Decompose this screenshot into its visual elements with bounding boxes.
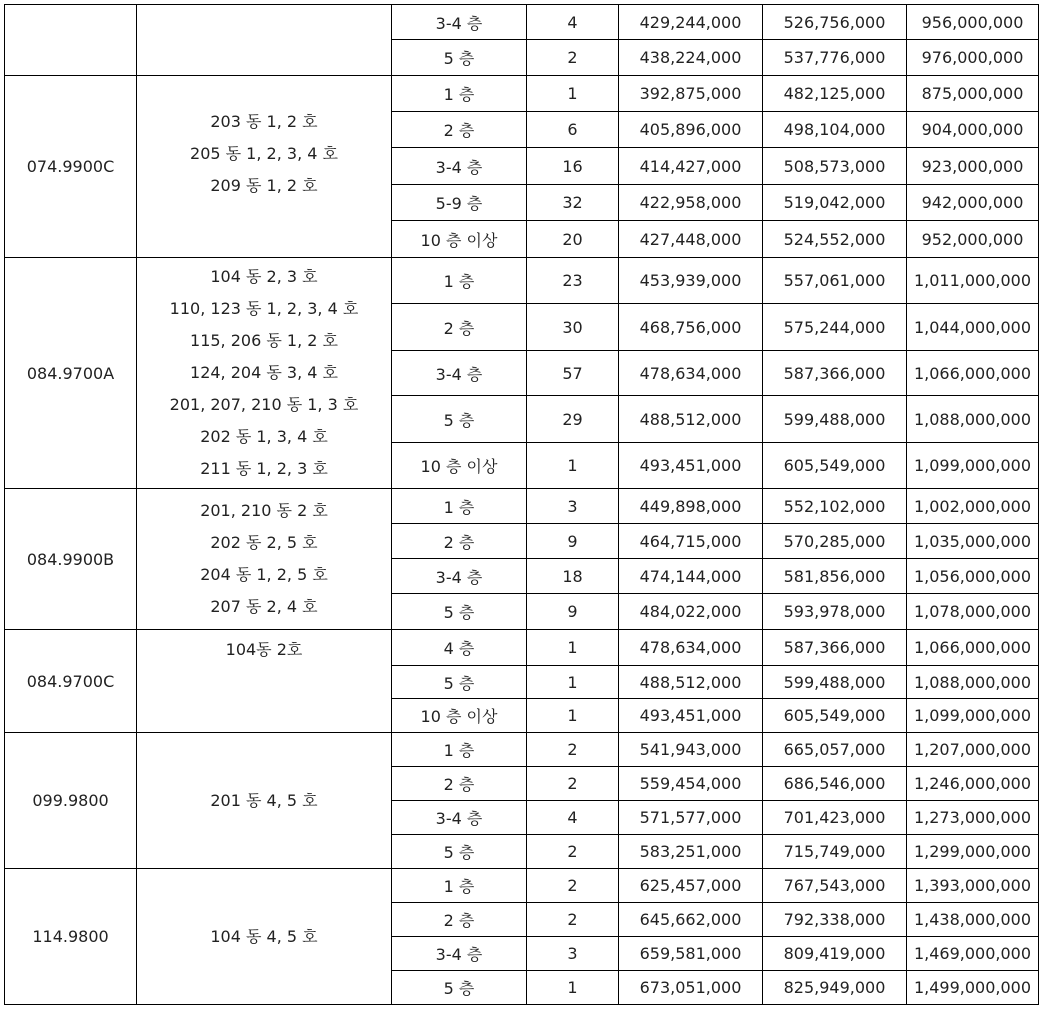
floor-cell: 2 층 [392,903,527,937]
building-price-cell: 767,543,000 [763,869,907,903]
floor-cell: 5-9 층 [392,185,527,221]
land-price-cell: 392,875,000 [619,76,763,112]
unit-line: 205 동 1, 2, 3, 4 호 [190,144,338,163]
land-price-cell: 625,457,000 [619,869,763,903]
floor-cell: 3-4 층 [392,801,527,835]
building-price-cell: 526,756,000 [763,5,907,40]
total-price-cell: 952,000,000 [907,221,1039,258]
unit-list-cell [137,258,392,489]
total-price-cell: 1,088,000,000 [907,396,1039,443]
floor-cell: 2 층 [392,524,527,559]
unit-line: 124, 204 동 3, 4 호 [190,363,338,382]
total-price-cell: 1,099,000,000 [907,699,1039,733]
unit-line: 104동 2호 [225,640,303,659]
unit-count-cell: 6 [527,112,619,148]
building-price-cell: 792,338,000 [763,903,907,937]
total-price-cell: 1,393,000,000 [907,869,1039,903]
unit-count-cell: 1 [527,76,619,112]
unit-count-cell: 2 [527,40,619,76]
total-price-cell: 875,000,000 [907,76,1039,112]
building-price-cell: 552,102,000 [763,489,907,524]
unit-count-cell: 1 [527,443,619,489]
floor-cell: 5 층 [392,666,527,699]
total-price-cell: 1,207,000,000 [907,733,1039,767]
total-price-cell: 1,469,000,000 [907,937,1039,971]
building-price-cell: 557,061,000 [763,258,907,304]
total-price-cell: 1,078,000,000 [907,594,1039,630]
land-price-cell: 493,451,000 [619,699,763,733]
unit-count-cell: 2 [527,903,619,937]
land-price-cell: 484,022,000 [619,594,763,630]
floor-cell: 10 층 이상 [392,699,527,733]
land-price-cell: 422,958,000 [619,185,763,221]
land-price-cell: 493,451,000 [619,443,763,489]
table-row [5,258,1039,304]
building-price-cell: 587,366,000 [763,630,907,666]
area-type-cell [5,5,137,76]
land-price-cell: 541,943,000 [619,733,763,767]
total-price-cell: 923,000,000 [907,148,1039,185]
land-price-cell: 429,244,000 [619,5,763,40]
floor-cell: 1 층 [392,733,527,767]
unit-list-cell [137,76,392,258]
floor-cell: 5 층 [392,40,527,76]
floor-cell: 2 층 [392,112,527,148]
unit-count-cell: 1 [527,699,619,733]
land-price-cell: 478,634,000 [619,630,763,666]
building-price-cell: 599,488,000 [763,666,907,699]
total-price-cell: 1,246,000,000 [907,767,1039,801]
land-price-cell: 438,224,000 [619,40,763,76]
total-price-cell: 1,273,000,000 [907,801,1039,835]
unit-count-cell: 2 [527,869,619,903]
unit-count-cell: 20 [527,221,619,258]
table-row [5,5,1039,40]
unit-line: 201, 210 동 2 호 [200,501,328,520]
land-price-cell: 571,577,000 [619,801,763,835]
area-type-cell: 084.9900B [5,489,137,630]
unit-count-cell: 1 [527,666,619,699]
total-price-cell: 1,066,000,000 [907,630,1039,666]
unit-list-cell [137,489,392,630]
unit-count-cell: 23 [527,258,619,304]
floor-cell: 3-4 층 [392,148,527,185]
area-type-cell: 084.9700C [5,630,137,733]
total-price-cell: 1,438,000,000 [907,903,1039,937]
total-price-cell: 942,000,000 [907,185,1039,221]
total-price-cell: 1,002,000,000 [907,489,1039,524]
unit-count-cell: 30 [527,304,619,351]
unit-line: 115, 206 동 1, 2 호 [190,331,338,350]
total-price-cell: 1,299,000,000 [907,835,1039,869]
floor-cell: 1 층 [392,489,527,524]
land-price-cell: 645,662,000 [619,903,763,937]
unit-count-cell: 4 [527,801,619,835]
table-row [5,76,1039,112]
building-price-cell: 581,856,000 [763,559,907,594]
building-price-cell: 508,573,000 [763,148,907,185]
unit-line: 211 동 1, 2, 3 호 [200,459,328,478]
land-price-cell: 449,898,000 [619,489,763,524]
land-price-cell: 453,939,000 [619,258,763,304]
price-table-body [5,5,1039,1005]
unit-count-cell: 32 [527,185,619,221]
unit-line: 203 동 1, 2 호 [210,112,318,131]
unit-line: 104 동 4, 5 호 [210,926,318,946]
building-price-cell: 537,776,000 [763,40,907,76]
floor-cell: 5 층 [392,396,527,443]
table-row [5,489,1039,524]
unit-line: 201, 207, 210 동 1, 3 호 [169,395,359,414]
unit-count-cell: 4 [527,5,619,40]
floor-cell: 3-4 층 [392,559,527,594]
floor-cell: 5 층 [392,971,527,1005]
area-type-cell: 084.9700A [5,258,137,489]
total-price-cell: 1,066,000,000 [907,351,1039,396]
floor-cell: 3-4 층 [392,5,527,40]
building-price-cell: 715,749,000 [763,835,907,869]
table-row [5,869,1039,903]
unit-count-cell: 1 [527,630,619,666]
land-price-cell: 468,756,000 [619,304,763,351]
total-price-cell: 1,499,000,000 [907,971,1039,1005]
building-price-cell: 498,104,000 [763,112,907,148]
unit-line: 204 동 1, 2, 5 호 [200,565,328,584]
total-price-cell: 1,035,000,000 [907,524,1039,559]
floor-cell: 1 층 [392,869,527,903]
area-type-cell: 074.9900C [5,76,137,258]
unit-list-cell [137,5,392,76]
building-price-cell: 524,552,000 [763,221,907,258]
total-price-cell: 1,088,000,000 [907,666,1039,699]
floor-cell: 4 층 [392,630,527,666]
unit-count-cell: 1 [527,971,619,1005]
unit-list-cell [137,869,392,1005]
building-price-cell: 686,546,000 [763,767,907,801]
land-price-cell: 474,144,000 [619,559,763,594]
unit-count-cell: 9 [527,594,619,630]
floor-cell: 10 층 이상 [392,221,527,258]
total-price-cell: 1,011,000,000 [907,258,1039,304]
unit-list-cell [137,733,392,869]
total-price-cell: 904,000,000 [907,112,1039,148]
floor-cell: 5 층 [392,594,527,630]
floor-cell: 3-4 층 [392,937,527,971]
unit-count-cell: 2 [527,767,619,801]
floor-cell: 5 층 [392,835,527,869]
unit-count-cell: 2 [527,835,619,869]
unit-count-cell: 57 [527,351,619,396]
floor-cell: 3-4 층 [392,351,527,396]
total-price-cell: 1,056,000,000 [907,559,1039,594]
total-price-cell: 976,000,000 [907,40,1039,76]
land-price-cell: 673,051,000 [619,971,763,1005]
building-price-cell: 825,949,000 [763,971,907,1005]
building-price-cell: 575,244,000 [763,304,907,351]
unit-count-cell: 16 [527,148,619,185]
total-price-cell: 956,000,000 [907,5,1039,40]
land-price-cell: 427,448,000 [619,221,763,258]
land-price-cell: 405,896,000 [619,112,763,148]
unit-list-cell [137,630,392,733]
unit-line: 202 동 2, 5 호 [210,533,318,552]
unit-count-cell: 18 [527,559,619,594]
land-price-cell: 488,512,000 [619,396,763,443]
building-price-cell: 593,978,000 [763,594,907,630]
building-price-cell: 605,549,000 [763,443,907,489]
land-price-cell: 659,581,000 [619,937,763,971]
building-price-cell: 599,488,000 [763,396,907,443]
unit-count-cell: 2 [527,733,619,767]
land-price-cell: 464,715,000 [619,524,763,559]
land-price-cell: 414,427,000 [619,148,763,185]
floor-cell: 1 층 [392,76,527,112]
unit-line: 104 동 2, 3 호 [210,267,318,286]
unit-line: 202 동 1, 3, 4 호 [200,427,328,446]
total-price-cell: 1,099,000,000 [907,443,1039,489]
floor-cell: 10 층 이상 [392,443,527,489]
floor-cell: 2 층 [392,304,527,351]
unit-line: 209 동 1, 2 호 [210,176,318,195]
table-row [5,733,1039,767]
unit-count-cell: 9 [527,524,619,559]
area-type-cell: 099.9800 [5,733,137,869]
land-price-cell: 488,512,000 [619,666,763,699]
total-price-cell: 1,044,000,000 [907,304,1039,351]
unit-count-cell: 29 [527,396,619,443]
price-table [4,4,1039,1005]
building-price-cell: 701,423,000 [763,801,907,835]
floor-cell: 2 층 [392,767,527,801]
area-type-cell: 114.9800 [5,869,137,1005]
unit-line: 110, 123 동 1, 2, 3, 4 호 [169,299,359,318]
unit-count-cell: 3 [527,489,619,524]
floor-cell: 1 층 [392,258,527,304]
building-price-cell: 570,285,000 [763,524,907,559]
building-price-cell: 482,125,000 [763,76,907,112]
land-price-cell: 583,251,000 [619,835,763,869]
land-price-cell: 559,454,000 [619,767,763,801]
land-price-cell: 478,634,000 [619,351,763,396]
building-price-cell: 665,057,000 [763,733,907,767]
building-price-cell: 519,042,000 [763,185,907,221]
unit-line: 207 동 2, 4 호 [210,597,318,616]
table-row [5,630,1039,666]
building-price-cell: 587,366,000 [763,351,907,396]
building-price-cell: 605,549,000 [763,699,907,733]
unit-count-cell: 3 [527,937,619,971]
building-price-cell: 809,419,000 [763,937,907,971]
unit-line: 201 동 4, 5 호 [210,790,318,810]
